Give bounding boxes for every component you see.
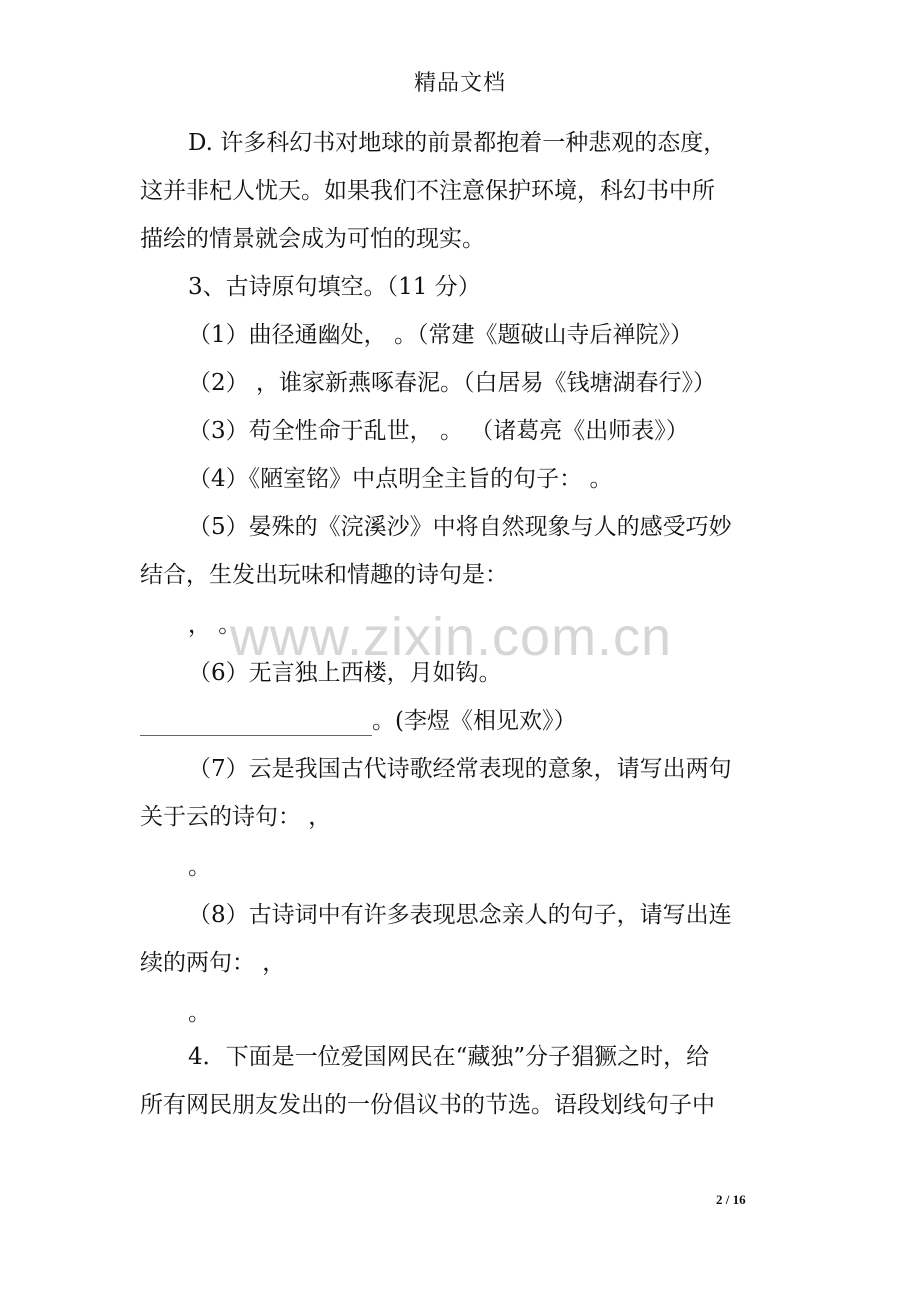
watermark: www.zixin.com.cn <box>230 607 673 667</box>
question-4-line1: 4．下面是一位爱国网民在“藏独”分子猖獗之时，给 <box>188 1044 710 1070</box>
poem-item-7-line2: 关于云的诗句： ， <box>140 804 332 830</box>
poem-item-8-answer: 。 <box>188 1000 211 1026</box>
answer-blank <box>140 713 372 736</box>
poem-item-8-line1: （8）古诗词中有许多表现思念亲人的句子，请写出连 <box>188 902 732 928</box>
page-number: 2 / 16 <box>716 1192 746 1207</box>
question-3-title: 3、古诗原句填空。（11 分） <box>188 274 481 300</box>
option-d-line2: 这并非杞人忧天。如果我们不注意保护环境，科幻书中所 <box>140 178 715 204</box>
poem-item-6-source: 。(李煜《相见欢》） <box>372 708 577 734</box>
poem-item-7-answer: 。 <box>188 854 211 880</box>
page-header: 精品文档 <box>413 71 506 96</box>
poem-item-4: （4）《陋室铭》中点明全主旨的句子： 。 <box>188 466 613 492</box>
poem-item-8-line2: 续的两句： ， <box>140 950 286 976</box>
question-4-line2: 所有网民朋友发出的一份倡议书的节选。语段划线句子中 <box>140 1092 715 1118</box>
option-d-line3: 描绘的情景就会成为可怕的现实。 <box>140 226 485 252</box>
poem-item-6-answer <box>140 706 576 736</box>
poem-item-5-line1: （5）晏殊的《浣溪沙》中将自然现象与人的感受巧妙 <box>188 514 732 540</box>
poem-item-5-answer: ， 。 <box>188 612 242 638</box>
poem-item-1: （1）曲径通幽处， 。（常建《题破山寺后禅院》） <box>188 322 693 348</box>
poem-item-6: （6）无言独上西楼，月如钩。 <box>188 660 502 686</box>
option-d-line1: D. 许多科幻书对地球的前景都抱着一种悲观的态度， <box>188 130 727 156</box>
poem-item-5-line2: 结合，生发出玩味和情趣的诗句是： <box>140 562 508 588</box>
poem-item-7-line1: （7）云是我国古代诗歌经常表现的意象，请写出两句 <box>188 756 732 782</box>
poem-item-2: （2） ，谁家新燕啄春泥。（白居易《钱塘湖春行》） <box>188 370 716 396</box>
poem-item-3: （3）苟全性命于乱世， 。 （诸葛亮《出师表》） <box>188 418 689 444</box>
